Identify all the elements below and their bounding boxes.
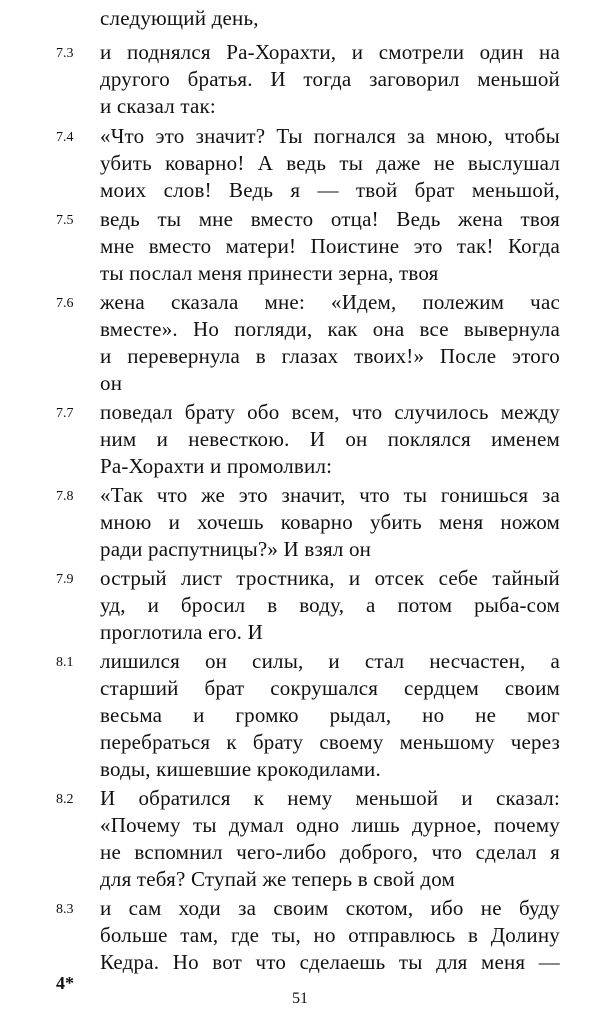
text-line: моих слов! Ведь я — твой брат меньшой, (100, 178, 560, 202)
verse-number: 7.5 (56, 213, 74, 228)
text-line: «Что это значит? Ты погнался за мною, чтобы (100, 124, 560, 148)
verse-number: 8.2 (56, 792, 74, 807)
text-line: «Так что же это значит, что ты гонишься за (100, 483, 560, 507)
text-line: вместе». Но погляди, как она все вывернула (100, 317, 560, 341)
text-line: острый лист тростника, и отсек себе тайный (100, 566, 560, 590)
text-line: ради распутницы?» И взял он (100, 537, 372, 561)
text-line: ведь ты мне вместо отца! Ведь жена твоя (100, 207, 560, 231)
verse-number: 8.3 (56, 902, 74, 917)
text-line: жена сказала мне: «Идем, полежим час (100, 290, 560, 314)
verse-number: 7.8 (56, 489, 74, 504)
text-line: и сказал так: (100, 94, 216, 118)
text-line: Ра-Хорахти и промолвил: (100, 454, 333, 478)
verse-number: 7.3 (56, 46, 74, 61)
text-line: ним и невесткою. И он поклялся именем (100, 427, 560, 451)
text-line: больше там, где ты, но отправлюсь в Долину (100, 923, 560, 947)
text-line: не вспомнил чего-либо доброго, что сделал я (100, 840, 560, 864)
text-line: он (100, 371, 123, 395)
text-line: проглотила его. И (100, 620, 263, 644)
verse-number: 7.6 (56, 296, 74, 311)
text-line: перебраться к брату своему меньшому через (100, 730, 560, 754)
verse-number: 8.1 (56, 655, 74, 670)
text-line: убить коварно! А ведь ты даже не выслушал (100, 151, 560, 175)
text-line: «Почему ты думал одно лишь дурное, почему (100, 813, 560, 837)
text-line: уд, и бросил в воду, а потом рыба-сом (100, 593, 560, 617)
text-line: и поднялся Ра-Хорахти, и смотрели один на (100, 40, 560, 64)
text-line: ты послал меня принести зерна, твоя (100, 261, 439, 285)
text-line: мне вместо матери! Поистине это так! Когда (100, 234, 560, 258)
text-line: и сам ходи за своим скотом, ибо не буду (100, 896, 560, 920)
text-line: Кедра. Но вот что сделаешь ты для меня — (100, 950, 560, 974)
text-line: лишился он силы, и стал несчастен, а (100, 649, 560, 673)
text-line: И обратился к нему меньшой и сказал: (100, 786, 560, 810)
text-line: весьма и громко рыдал, но не мог (100, 703, 560, 727)
text-line: мною и хочешь коварно убить меня ножом (100, 510, 560, 534)
text-line: для тебя? Ступай же теперь в свой дом (100, 867, 456, 891)
text-line: старший брат сокрушался сердцем своим (100, 676, 560, 700)
signature-mark: 4* (56, 973, 74, 993)
text-line: воды, кишевшие крокодилами. (100, 757, 381, 781)
verse-number: 7.9 (56, 572, 74, 587)
text-line: другого братья. И тогда заговорил меньшой (100, 67, 560, 91)
verse-number: 7.4 (56, 130, 74, 145)
text-line: следующий день, (100, 6, 259, 30)
text-line: поведал брату обо всем, что случилось между (100, 400, 560, 424)
verse-number: 7.7 (56, 406, 74, 421)
page-number: 51 (292, 990, 308, 1007)
text-line: и перевернула в глазах твоих!» После этого (100, 344, 560, 368)
